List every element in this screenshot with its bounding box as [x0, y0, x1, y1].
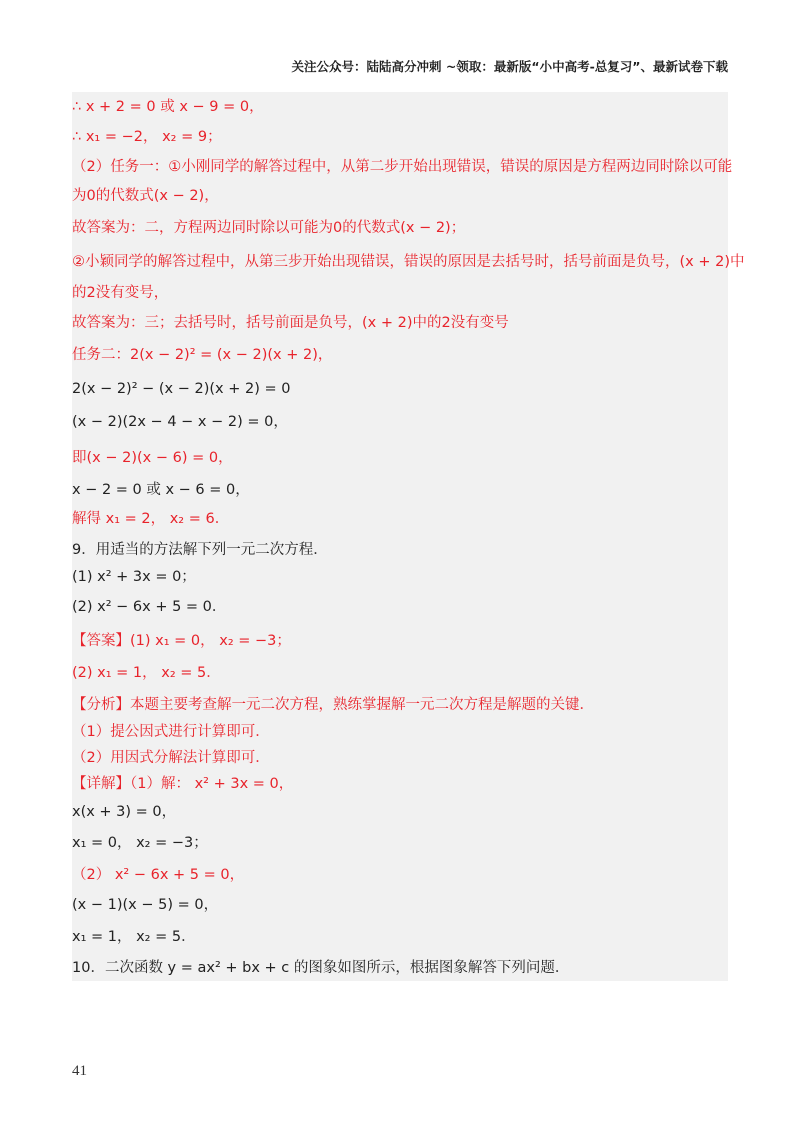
text-line: （2）任务一：①小刚同学的解答过程中，从第二步开始出现错误，错误的原因是方程两边同时除以可能 [72, 159, 733, 175]
text-line: 解得 x₁ = 2， x₂ = 6． [72, 511, 230, 527]
text-line: 【详解】（1）解： x² + 3x = 0， [72, 776, 294, 792]
text-line: (x − 2)(2x − 4 − x − 2) = 0， [72, 414, 288, 430]
text-line: 【分析】本题主要考查解一元二次方程，熟练掌握解一元二次方程是解题的关键． [72, 697, 594, 713]
text-line: （1）提公因式进行计算即可． [72, 724, 270, 740]
text-line: 9．用适当的方法解下列一元二次方程． [72, 542, 328, 558]
text-line: x₁ = 0， x₂ = −3； [72, 835, 208, 851]
text-line: ∴ x₁ = −2， x₂ = 9； [72, 129, 222, 145]
text-line: 2(x − 2)² − (x − 2)(x + 2) = 0 [72, 381, 291, 397]
page-header: 关注公众号：陆陆高分冲刺 ~领取：最新版“小中高考-总复习”、最新试卷下载 [291, 59, 728, 74]
text-line: 故答案为：三；去括号时，括号前面是负号，(x + 2)中的2没有变号 [72, 315, 509, 331]
text-line: 为0的代数式(x − 2)， [72, 188, 219, 204]
text-line: ∴ x + 2 = 0 或 x − 9 = 0， [72, 99, 264, 115]
text-line: (1) x² + 3x = 0； [72, 569, 196, 585]
page-number: 41 [72, 1063, 87, 1079]
text-line: x(x + 3) = 0， [72, 804, 177, 820]
text-line: 故答案为：二，方程两边同时除以可能为0的代数式(x − 2)； [72, 220, 466, 236]
text-line: （2）用因式分解法计算即可． [72, 750, 270, 766]
text-line: 任务二：2(x − 2)² = (x − 2)(x + 2)， [72, 347, 333, 363]
text-line: （2） x² − 6x + 5 = 0， [72, 867, 245, 883]
text-line: ②小颖同学的解答过程中，从第三步开始出现错误，错误的原因是去括号时，括号前面是负号，(x + 2)中 [72, 254, 745, 270]
text-line: (x − 1)(x − 5) = 0， [72, 897, 219, 913]
text-line: x − 2 = 0 或 x − 6 = 0， [72, 482, 250, 498]
text-line: (2) x² − 6x + 5 = 0． [72, 599, 227, 615]
text-line: 即(x − 2)(x − 6) = 0， [72, 450, 233, 466]
text-line: 【答案】(1) x₁ = 0， x₂ = −3； [72, 633, 291, 649]
text-line: x₁ = 1， x₂ = 5． [72, 929, 196, 945]
text-line: 10．二次函数 y = ax² + bx + c 的图象如图所示，根据图象解答下列问题． [72, 960, 570, 976]
text-line: 的2没有变号， [72, 285, 169, 301]
text-line: (2) x₁ = 1， x₂ = 5． [72, 665, 221, 681]
